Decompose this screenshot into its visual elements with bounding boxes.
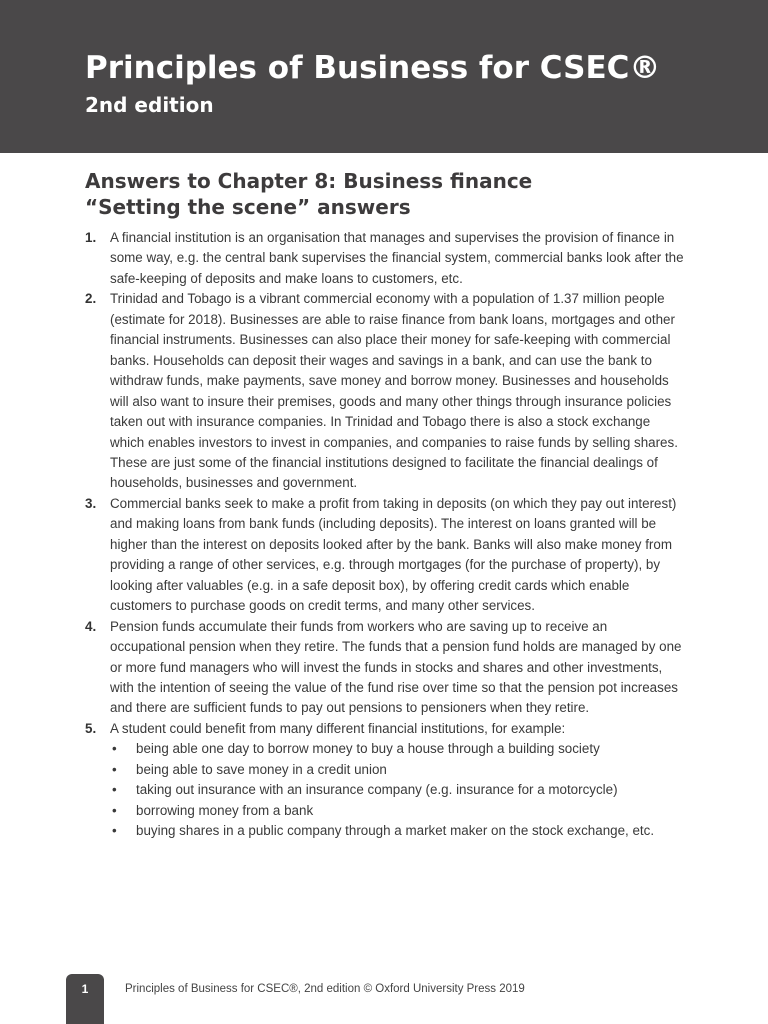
answer-item [85,617,685,719]
book-title: Principles of Business for CSEC® [85,50,661,86]
answer-number: 4. [85,618,97,634]
bullet-item: • borrowing money from a bank [110,801,685,821]
page-number-tab [66,974,104,1024]
answer-text: A financial institution is an organisation that manages and supervises the provision of finance in some way, e.g. the central bank supervises the financial system, commercial banks look after the safe-keeping of deposits and make loans to customers, etc. [110,230,684,286]
answer-text: Commercial banks seek to make a profit from taking in deposits (on which they pay out interest) and making loans from bank funds (including deposits). The interest on loans granted will be higher than the interest on deposits looked after by the bank. Banks will also make money from providing a range of other services, e.g. through mortgages (for the purchase of property), by looking after valuables (e.g. in a safe deposit box), by offering credit cards which enable customers to purchase goods on credit terms, and many other services. [110,495,677,614]
answer-number: 3. [85,495,97,511]
answer-item [85,494,685,617]
answer-text: Pension funds accumulate their funds from workers who are saving up to receive an occupational pension when they retire. The funds that a pension fund holds are managed by one or more fund managers who will invest the funds in stocks and shares and other investments, with the intention of seeing the value of the fund rise over time so that the pension pot increases and there are sufficient funds to pay out pensions to pensioners when they retire. [110,618,682,716]
answers-list [85,228,685,842]
answer-number: 1. [85,230,97,245]
book-edition: 2nd edition [85,93,214,117]
bullet-item: • being able to save money in a credit union [110,760,685,780]
page-number: 1 [81,982,89,996]
answer-number: 5. [85,720,97,736]
bullet-item: • taking out insurance with an insurance company (e.g. insurance for a motorcycle) [110,780,685,800]
bullet-item: • being able one day to borrow money to buy a house through a building society [110,739,685,759]
answer-item [85,228,685,289]
footer-copyright: Principles of Business for CSEC®, 2nd edition © Oxford University Press 2019 [125,983,525,995]
answer-number: 2. [85,291,97,307]
chapter-heading-line1: Answers to Chapter 8: Business finance [85,169,533,193]
answer-text: Trinidad and Tobago is a vibrant commercial economy with a population of 1.37 million people (estimate for 2018). Businesses are able to raise finance from bank loans, mortgages and other financial instruments. Businesses can also place their money for safe-keeping with commercial banks. Households can deposit their wages and savings in a bank, and can use the bank to withdraw funds, make payments, save money and borrow money. Businesses and households will also want to insure their premises, goods and many other things through insurance policies taken out with insurance companies. In Trinidad and Tobago there is also a stock exchange which enables investors to invest in companies, and companies to raise funds by selling shares. These are just some of the financial institutions designed to facilitate the financial dealings of households, businesses and government. [110,291,678,491]
chapter-heading [85,168,532,220]
bullet-item: • buying shares in a public company through a market maker on the stock exchange, etc. [110,821,685,841]
answer-text: A student could benefit from many different financial institutions, for example: [110,720,566,736]
answer-item [85,719,685,842]
header-band [0,0,768,153]
bullet-list [110,739,685,841]
answer-item [85,289,685,494]
chapter-heading-line2: “Setting the scene” answers [85,195,411,219]
